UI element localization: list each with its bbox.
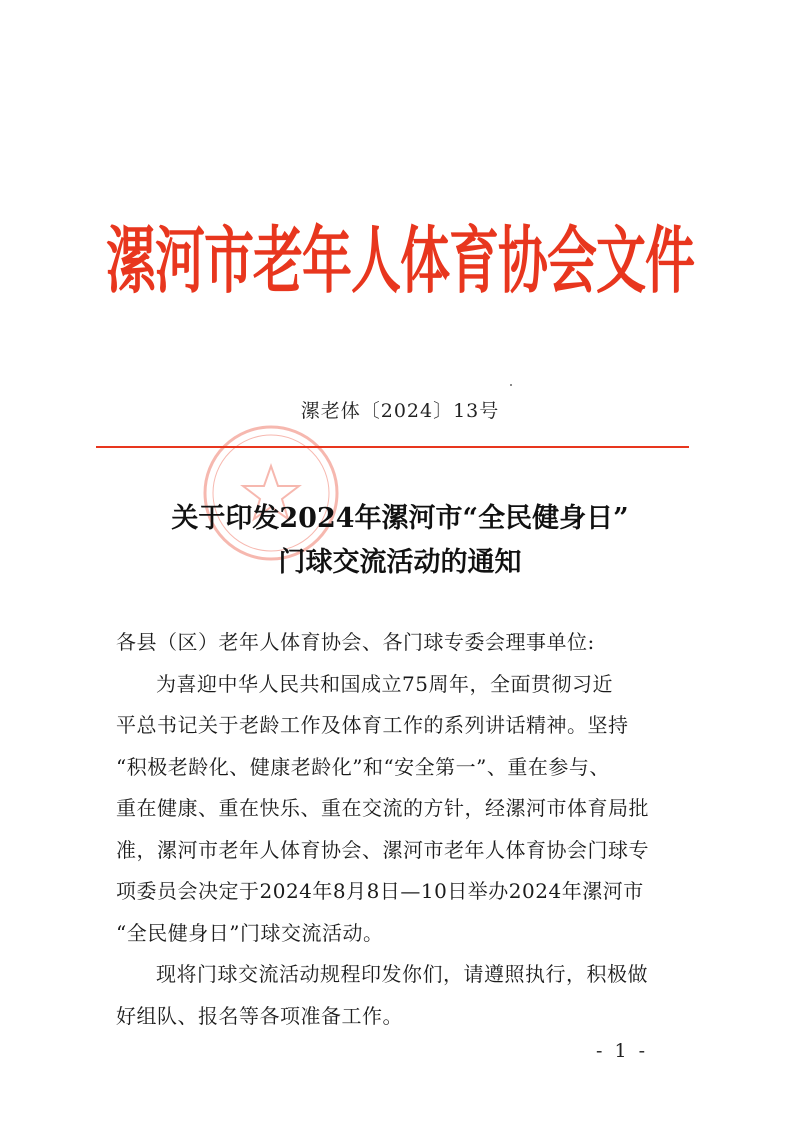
page-number: - 1 -	[596, 1040, 649, 1062]
body-line: 好组队、报名等各项准备工作。	[116, 1003, 403, 1028]
issuer-masthead: 漯河市老年人体育协会文件	[106, 218, 694, 304]
body-line: 现将门球交流活动规程印发你们，请遵照执行，积极做	[156, 962, 648, 986]
body-line: “积极老龄化、健康老龄化”和“安全第一”、重在参与、	[116, 754, 610, 779]
body-line: 为喜迎中华人民共和国成立75周年，全面贯彻习近	[156, 671, 613, 696]
notice-body	[116, 622, 694, 1037]
scan-speck	[510, 384, 512, 386]
notice-title	[0, 497, 800, 585]
body-line: “全民健身日”门球交流活动。	[116, 920, 384, 945]
salutation-line: 各县（区）老年人体育协会、各门球专委会理事单位:	[116, 630, 595, 654]
body-line: 准，漯河市老年人体育协会、漯河市老年人体育协会门球专	[116, 837, 649, 862]
body-line: 平总书记关于老龄工作及体育工作的系列讲话精神。坚持	[116, 713, 629, 737]
red-separator-line	[96, 446, 689, 448]
document-number: 漯老体〔2024〕13号	[300, 400, 500, 422]
notice-title-line: 门球交流活动的通知	[278, 547, 522, 578]
body-line: 重在健康、重在快乐、重在交流的方针，经漯河市体育局批	[116, 796, 649, 820]
body-line: 项委员会决定于2024年8月8日—10日举办2024年漯河市	[116, 879, 644, 903]
notice-title-line: 关于印发2024年漯河市“全民健身日”	[171, 503, 629, 534]
